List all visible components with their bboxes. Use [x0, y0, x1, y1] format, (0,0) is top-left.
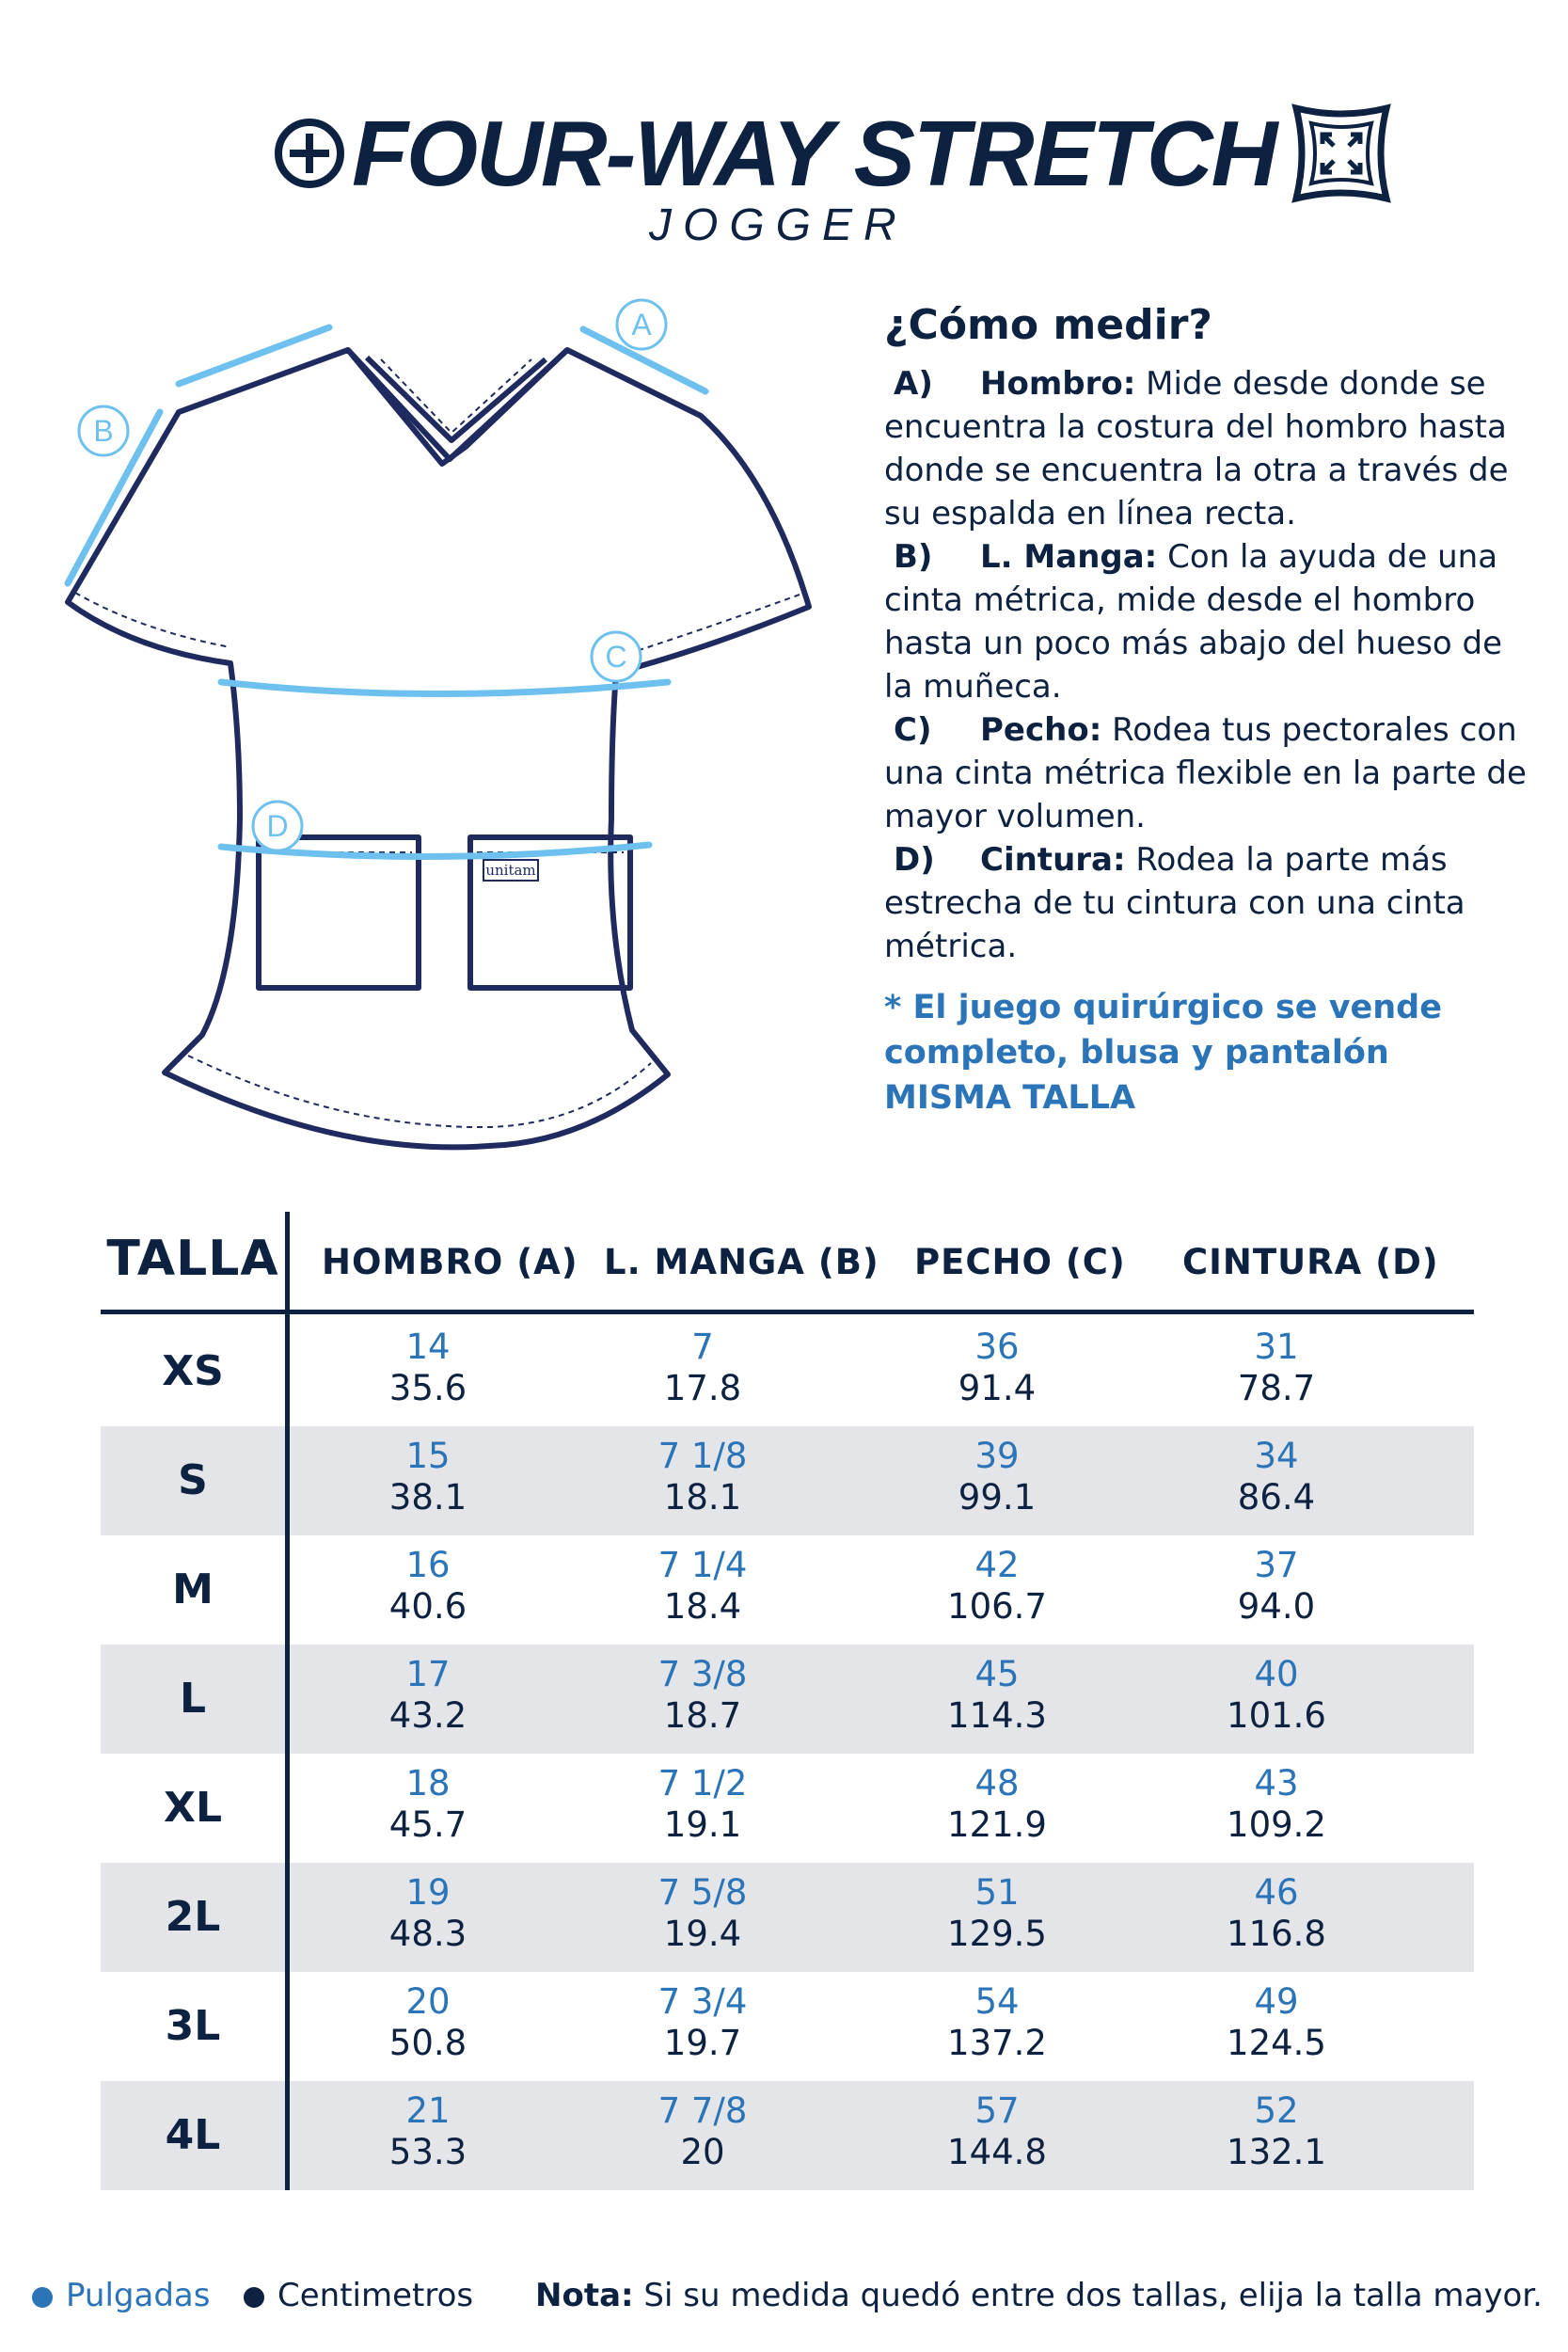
value-cm: 78.7 [1237, 1368, 1316, 1408]
cell-cintura [1154, 1981, 1399, 2064]
size-label: XL [164, 1784, 222, 1832]
value-cm: 20 [680, 2132, 725, 2172]
value-cm: 19.7 [663, 2023, 742, 2063]
value-cm: 101.6 [1227, 1695, 1326, 1736]
value-cm: 114.3 [947, 1695, 1047, 1736]
value-inches: 39 [974, 1436, 1020, 1476]
value-inches: 7 1/4 [657, 1545, 748, 1585]
table-row [101, 1426, 1474, 1535]
cell-cintura [1154, 1327, 1399, 1409]
cell-cintura [1154, 1763, 1399, 1846]
value-inches: 7 3/8 [657, 1654, 748, 1694]
value-inches: 7 7/8 [657, 2090, 748, 2131]
value-inches: 16 [405, 1545, 451, 1585]
value-cm: 19.1 [663, 1804, 742, 1845]
value-inches: 36 [974, 1327, 1020, 1367]
value-inches: 46 [1254, 1872, 1299, 1913]
header-talla: TALLA [106, 1231, 279, 1287]
measure-line-c [221, 682, 668, 694]
scrub-top-diagram [56, 292, 837, 1167]
cell-manga [580, 1545, 825, 1628]
four-way-arrows-icon [1289, 101, 1394, 206]
header-hombro: HOMBRO (A) [322, 1242, 578, 1282]
value-cm: 137.2 [947, 2023, 1047, 2063]
cell-pecho [875, 1654, 1119, 1737]
cell-pecho [875, 1436, 1119, 1518]
cell-cintura [1154, 1545, 1399, 1628]
howto-item-a: A) Hombro: Mide desde donde se encuentra la costura del hombro hasta donde se encuentra la otra a través de su espalda en línea recta. [884, 365, 1509, 532]
value-inches: 52 [1254, 2090, 1299, 2131]
value-inches: 40 [1254, 1654, 1299, 1694]
value-cm: 43.2 [388, 1695, 467, 1736]
value-inches: 15 [405, 1436, 451, 1476]
value-cm: 91.4 [958, 1368, 1037, 1408]
table-row [101, 1645, 1474, 1754]
how-to-measure [884, 301, 1533, 1120]
table-header [101, 1214, 1474, 1312]
cell-manga [580, 1654, 825, 1737]
cell-pecho [875, 1981, 1119, 2064]
value-cm: 35.6 [388, 1368, 467, 1408]
value-inches: 51 [974, 1872, 1020, 1913]
cell-pecho [875, 1872, 1119, 1955]
value-cm: 38.1 [388, 1477, 467, 1518]
table-row [101, 2081, 1474, 2190]
value-cm: 18.7 [663, 1695, 742, 1736]
cell-hombro [306, 1654, 550, 1737]
navy-dot-icon [244, 2287, 264, 2308]
cell-hombro [306, 1981, 550, 2064]
label-b: B [93, 414, 114, 448]
cell-pecho [875, 2090, 1119, 2173]
size-label: M [172, 1565, 214, 1613]
table-row [101, 1972, 1474, 2081]
value-cm: 86.4 [1237, 1477, 1316, 1518]
label-d: D [266, 809, 289, 843]
size-label: XS [162, 1347, 224, 1395]
value-cm: 19.4 [663, 1914, 742, 1954]
size-label: 3L [165, 2002, 221, 2050]
value-inches: 43 [1254, 1763, 1299, 1804]
header-cintura: CINTURA (D) [1182, 1242, 1439, 1282]
value-cm: 144.8 [947, 2132, 1047, 2172]
header-pecho: PECHO (C) [914, 1242, 1126, 1282]
title-row [273, 102, 1394, 205]
value-cm: 94.0 [1237, 1586, 1316, 1627]
value-inches: 31 [1254, 1327, 1299, 1367]
legend-cm: Centimetros [244, 2277, 473, 2314]
neckline [348, 350, 567, 459]
howto-item-d: D) Cintura: Rodea la parte más estrecha de tu cintura con una cinta métrica. [884, 841, 1465, 965]
cell-hombro [306, 2090, 550, 2173]
value-cm: 121.9 [947, 1804, 1047, 1845]
value-inches: 49 [1254, 1981, 1299, 2022]
value-cm: 124.5 [1227, 2023, 1326, 2063]
cell-hombro [306, 1545, 550, 1628]
value-inches: 21 [405, 2090, 451, 2131]
legend-inches: Pulgadas [32, 2277, 210, 2314]
value-cm: 99.1 [958, 1477, 1037, 1518]
cell-pecho [875, 1763, 1119, 1846]
value-inches: 54 [974, 1981, 1020, 2022]
size-label: S [178, 1456, 208, 1504]
value-inches: 34 [1254, 1436, 1299, 1476]
value-cm: 106.7 [947, 1586, 1047, 1627]
cell-hombro [306, 1872, 550, 1955]
cell-manga [580, 1981, 825, 2064]
how-to-measure-title: ¿Cómo medir? [884, 301, 1212, 349]
value-inches: 14 [405, 1327, 451, 1367]
cell-cintura [1154, 1436, 1399, 1518]
value-inches: 57 [974, 2090, 1020, 2131]
howto-item-c: C) Pecho: Rodea tus pectorales con una cinta métrica flexible en la parte de mayor volumen. [884, 711, 1527, 835]
cell-manga [580, 1436, 825, 1518]
page-title: FOUR-WAY STRETCH [352, 102, 1276, 205]
table-row [101, 1754, 1474, 1863]
table-row [101, 1863, 1474, 1972]
measure-line-a-left [179, 327, 329, 384]
value-inches: 19 [405, 1872, 451, 1913]
value-inches: 7 3/4 [657, 1981, 748, 2022]
pocket-left [259, 837, 419, 988]
value-cm: 132.1 [1227, 2132, 1326, 2172]
value-cm: 48.3 [388, 1914, 467, 1954]
pocket-tag [483, 860, 538, 881]
cell-cintura [1154, 2090, 1399, 2173]
cell-hombro [306, 1763, 550, 1846]
value-cm: 129.5 [947, 1914, 1047, 1954]
size-label: 4L [165, 2111, 221, 2159]
cell-pecho [875, 1327, 1119, 1409]
value-inches: 7 1/2 [657, 1763, 748, 1804]
cell-cintura [1154, 1654, 1399, 1737]
size-label: 2L [165, 1893, 221, 1941]
label-a: A [631, 308, 652, 342]
value-cm: 45.7 [388, 1804, 467, 1845]
blue-dot-icon [32, 2287, 53, 2308]
page-subtitle: JOGGER [649, 200, 908, 250]
header-divider [101, 1310, 1474, 1314]
cell-manga [580, 1327, 825, 1409]
label-c: C [605, 640, 627, 674]
value-inches: 17 [405, 1654, 451, 1694]
cell-manga [580, 1763, 825, 1846]
value-inches: 37 [1254, 1545, 1299, 1585]
value-inches: 48 [974, 1763, 1020, 1804]
header-manga: L. MANGA (B) [604, 1242, 879, 1282]
value-inches: 45 [974, 1654, 1020, 1694]
howto-item-b: B) L. Manga: Con la ayuda de una cinta métrica, mide desde el hombro hasta un poco más abajo del hueso de la muñeca. [884, 538, 1503, 706]
cell-manga [580, 2090, 825, 2173]
size-label: L [179, 1675, 207, 1723]
cell-manga [580, 1872, 825, 1955]
cell-cintura [1154, 1872, 1399, 1955]
garment-outline [68, 350, 809, 1147]
value-inches: 7 5/8 [657, 1872, 748, 1913]
value-cm: 53.3 [388, 2132, 467, 2172]
set-note: * El juego quirúrgico se vende completo, blusa y pantalón MISMA TALLA [884, 989, 1442, 1117]
table-row [101, 1535, 1474, 1645]
cell-hombro [306, 1327, 550, 1409]
value-inches: 7 [691, 1327, 714, 1367]
footer [32, 2267, 1546, 2324]
value-inches: 42 [974, 1545, 1020, 1585]
column-divider [285, 1212, 290, 2190]
value-cm: 18.4 [663, 1586, 742, 1627]
value-cm: 18.1 [663, 1477, 742, 1518]
value-inches: 18 [405, 1763, 451, 1804]
circle-plus-icon [273, 117, 346, 190]
value-cm: 17.8 [663, 1368, 742, 1408]
footer-note: Nota: Si su medida quedó entre dos tallas, elija la talla mayor. [535, 2277, 1543, 2314]
cell-pecho [875, 1545, 1119, 1628]
value-cm: 109.2 [1227, 1804, 1326, 1845]
value-cm: 50.8 [388, 2023, 467, 2063]
cell-hombro [306, 1436, 550, 1518]
value-cm: 40.6 [388, 1586, 467, 1627]
value-cm: 116.8 [1227, 1914, 1326, 1954]
svg-text:unitam: unitam [485, 862, 536, 879]
size-table [101, 1214, 1474, 2192]
value-inches: 7 1/8 [657, 1436, 748, 1476]
table-row [101, 1317, 1474, 1426]
value-inches: 20 [405, 1981, 451, 2022]
